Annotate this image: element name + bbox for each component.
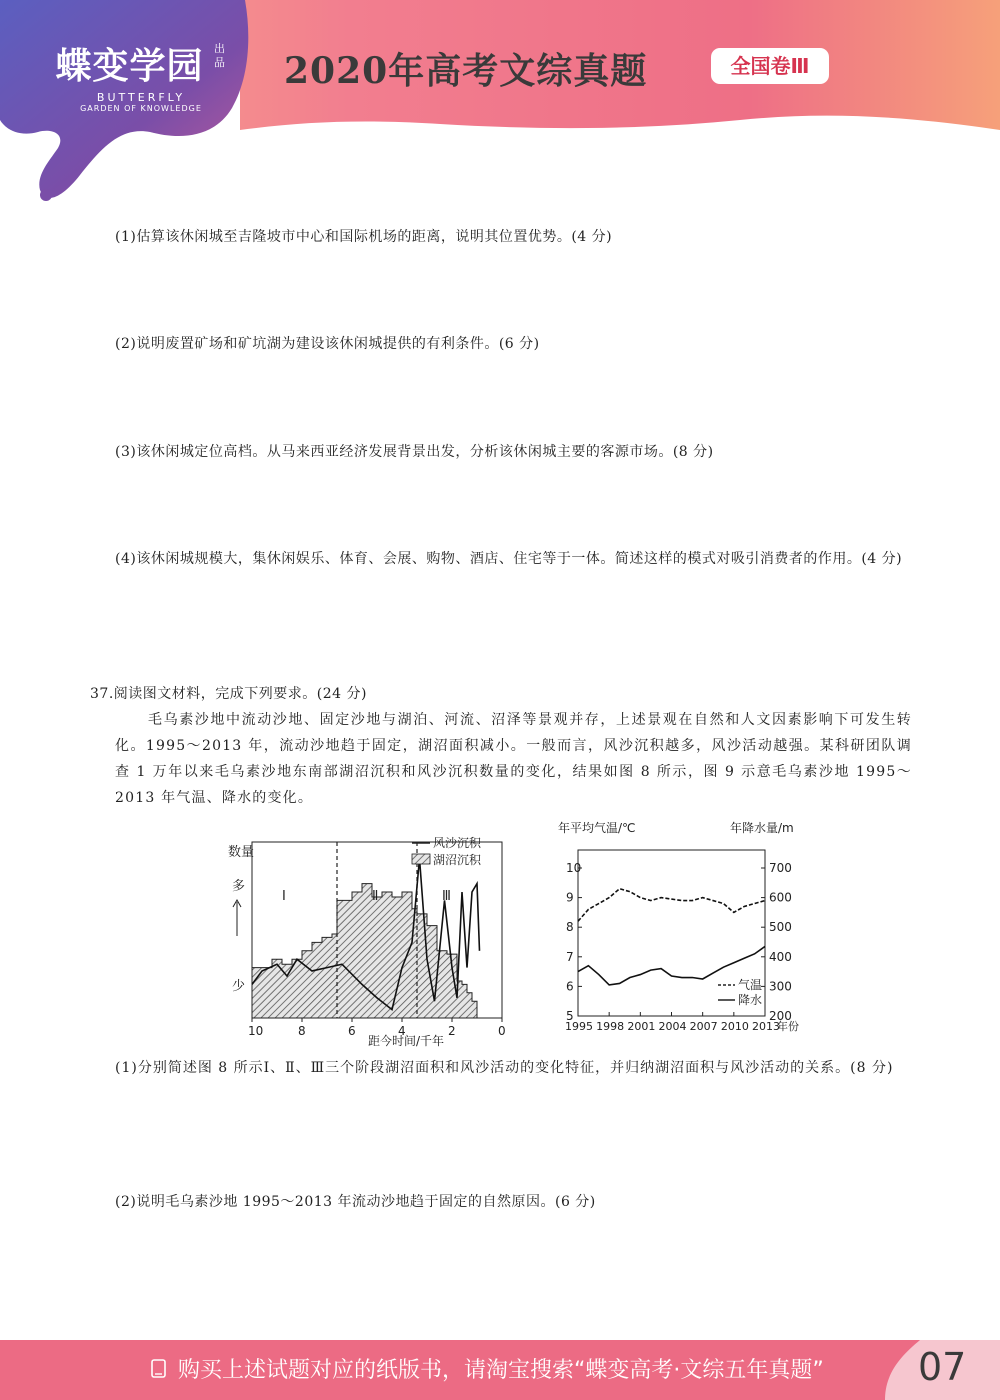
fig9-right-y-tick-label: 200: [769, 1009, 792, 1023]
page-number: 07: [918, 1345, 967, 1389]
fig9-left-y-label: 年平均气温/℃: [558, 821, 636, 835]
q36-sub3: (3)该休闲城定位高档。从马来西亚经济发展背景出发，分析该休闲城主要的客源市场。(8 分): [115, 444, 714, 460]
fig9-right-y-tick-label: 500: [769, 920, 792, 935]
figure-9-climate-chart: [540, 818, 820, 1040]
fig9-left-y-tick-label: 7: [566, 949, 574, 964]
logo-chupin: 出品: [214, 42, 226, 69]
figure-8-sediment-chart: [220, 832, 510, 1054]
fig9-left-y-tick-label: 9: [566, 890, 574, 905]
fig9-right-y-tick-label: 600: [769, 890, 792, 905]
fig9-left-y-tick-label: 10: [566, 861, 582, 875]
q37-sub2: (2)说明毛乌素沙地 1995～2013 年流动沙地趋于固定的自然原因。(6 分): [115, 1194, 596, 1210]
fig9-plot-frame: [578, 850, 765, 1016]
q36-sub2: (2)说明废置矿场和矿坑湖为建设该休闲城提供的有利条件。(6 分): [115, 336, 540, 352]
fig9-right-y-label: 年降水量/m: [730, 821, 794, 835]
q37-heading: 37.阅读图文材料，完成下列要求。(24 分): [90, 686, 367, 702]
fig9-right-y-tick-label: 300: [769, 979, 792, 994]
fig9-x-tick-label: 1998: [596, 1020, 625, 1033]
fig9-left-y-tick-label: 8: [566, 920, 574, 935]
fig8-stage-label: Ⅲ: [442, 889, 451, 904]
fig9-temperature-line: [578, 889, 765, 922]
book-icon: [150, 1358, 168, 1380]
fig8-y-high-label: 多: [232, 879, 246, 894]
fig9-x-tick-label: 2001: [627, 1020, 656, 1033]
fig9-x-tick-label: 1995: [565, 1020, 593, 1033]
fig9-x-tick-label: 2004: [658, 1020, 687, 1033]
fig8-x-tick-label: 4: [398, 1024, 406, 1038]
q37-passage: 毛乌素沙地中流动沙地、固定沙地与湖泊、河流、沼泽等景观并存，上述景观在自然和人文因素影响下可发生转化。1995～2013 年，流动沙地趋于固定，湖沼面积减小。一般而言，风沙沉积越多，风沙活动越强。某科研团队调查 1 万年以来毛乌素沙地东南部湖沼沉积和风沙沉积数量的变化，结果如图 8 所示，图 9 示意毛乌素沙地 1995～2013 年气温、降水的变化。: [115, 712, 912, 806]
fig8-stage-label: Ⅰ: [282, 889, 286, 904]
fig9-left-y-tick-label: 5: [566, 1009, 574, 1023]
fig8-y-low-label: 少: [232, 979, 246, 994]
fig8-x-label: 距今时间/千年: [368, 1034, 445, 1048]
fig9-x-tick-label: 2013: [752, 1020, 780, 1033]
brand-logo: [36, 38, 246, 113]
fig8-legend-hatch-swatch: [412, 854, 430, 864]
q37-sub1: (1)分别简述图 8 所示Ⅰ、Ⅱ、Ⅲ三个阶段湖沼面积和风沙活动的变化特征，并归纳湖沼面积与风沙活动的关系。(8 分): [115, 1060, 894, 1076]
q36-sub1: (1)估算该休闲城至吉隆坡市中心和国际机场的距离，说明其位置优势。(4 分): [115, 229, 613, 245]
fig8-x-tick-label: 0: [498, 1024, 506, 1038]
fig8-x-tick-label: 10: [248, 1024, 264, 1038]
fig9-left-y-tick-label: 6: [566, 979, 574, 994]
fig8-stage-label: Ⅱ: [372, 889, 379, 904]
fig9-x-tick-label: 2010: [720, 1020, 749, 1033]
logo-english-line2: GARDEN OF KNOWLEDGE: [80, 104, 202, 113]
logo-english-line1: BUTTERFLY: [96, 91, 186, 104]
fig9-x-tick-label: 2007: [689, 1020, 718, 1033]
fig9-right-y-tick-label: 700: [769, 861, 792, 875]
fig8-x-tick-label: 2: [448, 1024, 456, 1038]
fig8-y-label: 数量: [228, 845, 255, 860]
fig9-right-y-tick-label: 400: [769, 949, 792, 964]
fig9-legend-precip: 降水: [738, 993, 763, 1007]
fig9-x-label: 年份: [777, 1020, 799, 1033]
q36-sub4: (4)该休闲城规模大，集休闲娱乐、体育、会展、购物、酒店、住宅等于一体。简述这样的模式对吸引消费者的作用。(4 分): [115, 551, 903, 567]
fig9-precipitation-line: [578, 946, 765, 984]
fig8-x-tick-label: 6: [348, 1024, 356, 1038]
fig8-x-tick-label: 8: [298, 1024, 306, 1038]
page-title: 2020年高考文综真题: [284, 50, 648, 92]
logo-chinese-name: 蝶变学园: [55, 46, 204, 87]
exam-paper-badge: 全国卷Ⅲ: [711, 48, 829, 84]
footer-purchase-note: 购买上述试题对应的纸版书，请淘宝搜索“蝶变高考·文综五年真题”: [178, 1358, 824, 1383]
fig8-legend-lake-swamp: 湖沼沉积: [433, 853, 482, 867]
fig8-legend-wind-sand: 风沙沉积: [433, 836, 482, 850]
fig9-legend-temp: 气温: [738, 978, 763, 992]
